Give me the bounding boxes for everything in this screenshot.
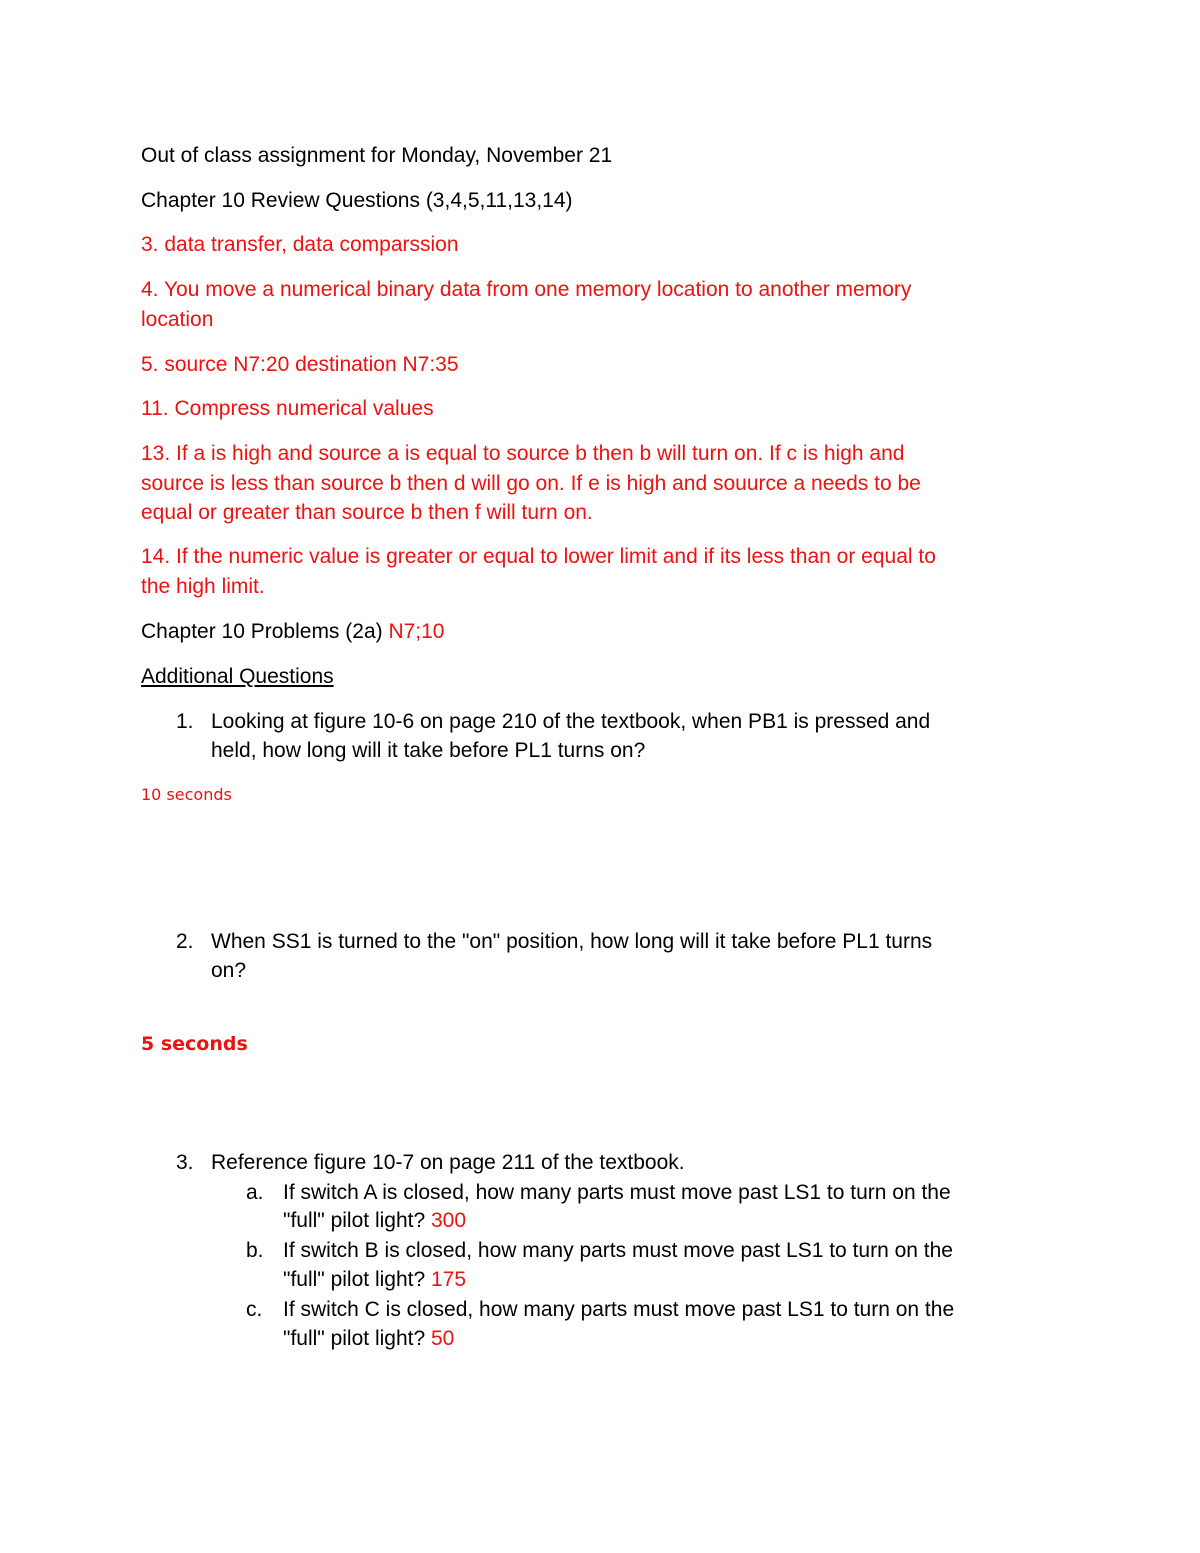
question-2-number: 2. — [176, 930, 194, 953]
answer-14-line-1: 14. If the numeric value is greater or equal to lower limit and if its less than or equal to — [141, 545, 936, 568]
question-3c-letter: c. — [246, 1298, 263, 1321]
question-3a-line-2 — [283, 1206, 466, 1235]
assignment-title: Out of class assignment for Monday, November 21 — [141, 144, 613, 167]
problems-line — [141, 617, 445, 647]
question-3c-prompt: "full" pilot light? — [283, 1327, 431, 1350]
question-3b-prompt: "full" pilot light? — [283, 1268, 431, 1291]
question-3a-prompt: "full" pilot light? — [283, 1209, 431, 1232]
question-1-line-1: Looking at figure 10-6 on page 210 of the textbook, when PB1 is pressed and — [211, 710, 931, 733]
question-1-number: 1. — [176, 710, 194, 733]
question-2-line-1: When SS1 is turned to the "on" position, how long will it take before PL1 turns — [211, 930, 933, 953]
question-3a-letter: a. — [246, 1181, 264, 1204]
question-3a-answer: 300 — [430, 1209, 467, 1232]
answer-5: 5. source N7:20 destination N7:35 — [141, 353, 459, 376]
question-3-line-1: Reference figure 10-7 on page 211 of the textbook. — [211, 1151, 685, 1174]
answer-13-line-1: 13. If a is high and source a is equal to source b then b will turn on. If c is high and — [141, 442, 905, 465]
question-3b-letter: b. — [246, 1239, 264, 1262]
review-questions-heading: Chapter 10 Review Questions (3,4,5,11,13,14) — [141, 189, 573, 212]
question-1-line-2: held, how long will it take before PL1 turns on? — [211, 739, 646, 762]
question-2-answer: 5 seconds — [141, 1033, 248, 1055]
problems-label: Chapter 10 Problems (2a) — [141, 620, 389, 643]
question-3-number: 3. — [176, 1151, 194, 1174]
question-3a-line-1: If switch A is closed, how many parts must move past LS1 to turn on the — [283, 1181, 951, 1204]
answer-4-line-2: location — [141, 308, 214, 331]
answer-11: 11. Compress numerical values — [141, 397, 434, 420]
question-3c-answer: 50 — [430, 1327, 455, 1350]
answer-3: 3. data transfer, data comparssion — [141, 233, 459, 256]
question-3c-line-1: If switch C is closed, how many parts must move past LS1 to turn on the — [283, 1298, 955, 1321]
question-3b-answer: 175 — [430, 1268, 467, 1291]
question-3b-line-2 — [283, 1265, 466, 1294]
problems-answer: N7;10 — [388, 620, 445, 643]
answer-13-line-3: equal or greater than source b then f will turn on. — [141, 501, 593, 524]
question-2-line-2: on? — [211, 959, 247, 982]
answer-14-line-2: the high limit. — [141, 575, 265, 598]
additional-questions-heading: Additional Questions — [141, 665, 334, 688]
answer-4-line-1: 4. You move a numerical binary data from one memory location to another memory — [141, 278, 912, 301]
answer-13-line-2: source is less than source b then d will go on. If e is high and souurce a needs to be — [141, 472, 921, 495]
question-3b-line-1: If switch B is closed, how many parts must move past LS1 to turn on the — [283, 1239, 953, 1262]
question-1-answer: 10 seconds — [141, 785, 232, 804]
question-3c-line-2 — [283, 1324, 454, 1353]
